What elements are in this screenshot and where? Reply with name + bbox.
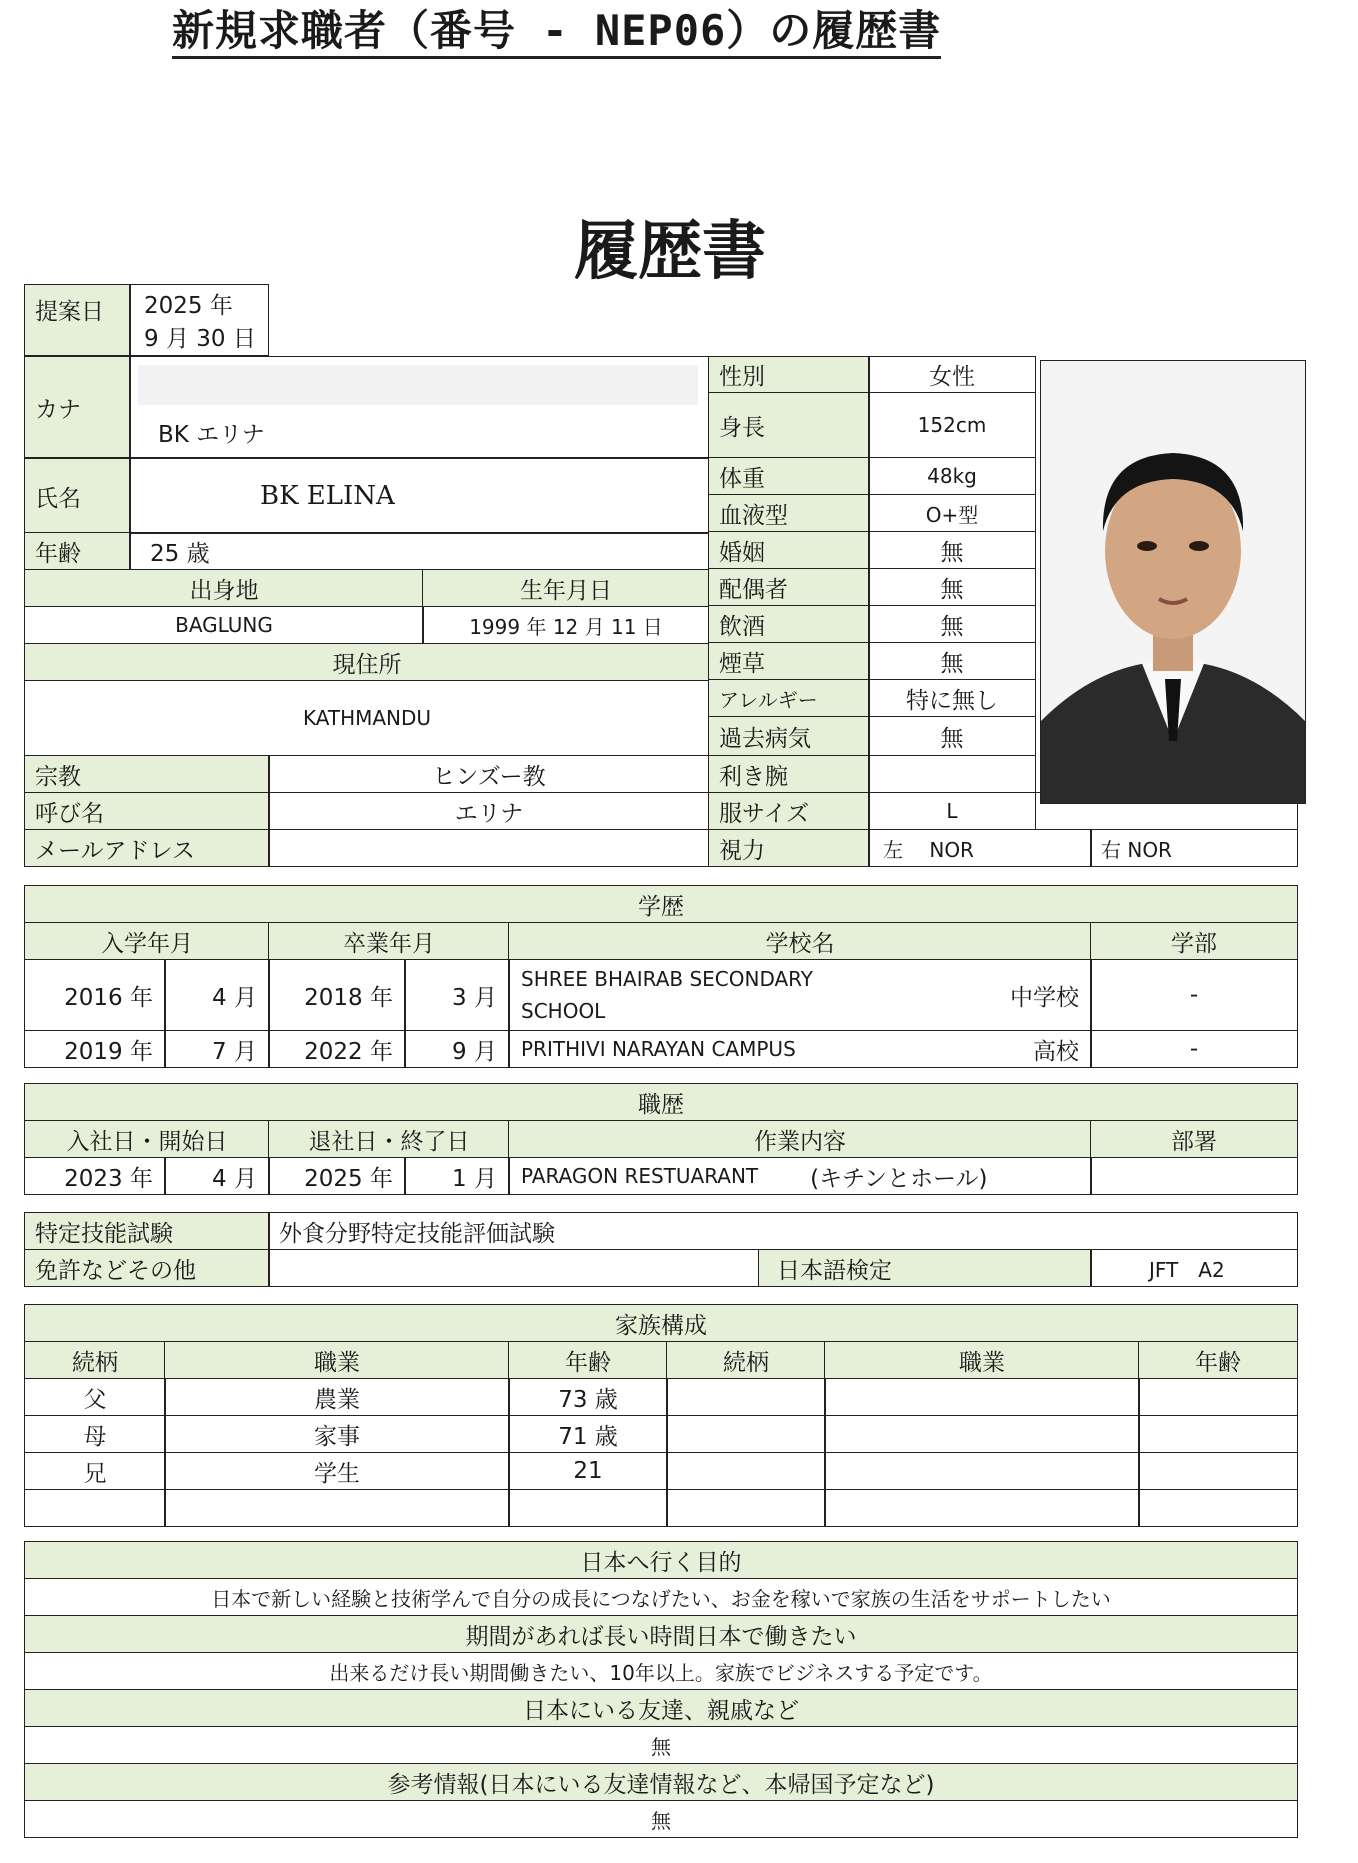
school-name-line1: PRITHIVI NARAYAN CAMPUS: [521, 1037, 796, 1061]
attr-value: 無: [868, 531, 1036, 569]
birthplace-label: 出身地: [24, 569, 424, 607]
attr-value: 女性: [868, 356, 1036, 393]
education-header: 卒業年月: [268, 922, 510, 960]
resume-heading: 履歴書: [574, 214, 766, 289]
applicant-photo: [1040, 360, 1306, 804]
nickname-label: 呼び名: [24, 792, 270, 830]
family-header: 続柄: [24, 1341, 166, 1379]
family-cell: 21: [508, 1452, 668, 1490]
attr-value: 特に無し: [868, 679, 1036, 717]
document-title: 新規求職者（番号 - NEP06）の履歴書: [172, 6, 941, 59]
attr-label: 煙草: [708, 642, 870, 680]
proposal-date-label: 提案日: [24, 284, 131, 356]
attr-label: 服サイズ: [708, 792, 870, 830]
attr-label: 体重: [708, 457, 870, 495]
work-header: 退社日・終了日: [268, 1120, 510, 1158]
attr-value: 無: [868, 605, 1036, 643]
address-label: 現住所: [24, 643, 710, 681]
work-dept: [1090, 1157, 1298, 1195]
religion-value: ヒンズー教: [268, 755, 710, 793]
vision-label: 視力: [708, 829, 870, 867]
jlpt-label: 日本語検定: [758, 1249, 1092, 1287]
family-cell: [164, 1489, 510, 1527]
family-header: 職業: [164, 1341, 510, 1379]
work-title: 職歴: [24, 1083, 1298, 1121]
work-header: 入社日・開始日: [24, 1120, 270, 1158]
attr-value: 152cm: [868, 392, 1036, 458]
family-header: 続柄: [666, 1341, 826, 1379]
purpose-label: 期間があれば長い時間日本で働きたい: [24, 1615, 1298, 1653]
work-end-year: 2025 年: [268, 1157, 406, 1195]
dob-value: 1999 年 12 月 11 日: [422, 606, 710, 644]
purpose-label: 日本へ行く目的: [24, 1541, 1298, 1579]
kana-value: [129, 356, 710, 458]
vision-right: 右 NOR: [1090, 829, 1298, 867]
attr-label: 血液型: [708, 494, 870, 532]
purpose-label: 日本にいる友達、親戚など: [24, 1689, 1298, 1727]
family-cell: [824, 1415, 1140, 1453]
attr-value: 48kg: [868, 457, 1036, 495]
attr-label: 身長: [708, 392, 870, 458]
work-header: 部署: [1090, 1120, 1298, 1158]
nickname-value: エリナ: [268, 792, 710, 830]
edu-start-year: 2016 年: [24, 959, 166, 1031]
family-cell: 父: [24, 1378, 166, 1416]
kana-text: BK エリナ: [158, 422, 265, 448]
skill-test-label: 特定技能試験: [24, 1212, 270, 1250]
edu-end-month: 3 月: [404, 959, 510, 1031]
email-label: メールアドレス: [24, 829, 270, 867]
family-cell: [824, 1452, 1140, 1490]
school-level: 中学校: [1010, 984, 1079, 1011]
work-end-month: 1 月: [404, 1157, 510, 1195]
attr-label: 婚姻: [708, 531, 870, 569]
attr-value: L: [868, 792, 1036, 830]
family-cell: [666, 1489, 826, 1527]
religion-label: 宗教: [24, 755, 270, 793]
attr-label: アレルギー: [708, 679, 870, 717]
dob-label: 生年月日: [422, 569, 710, 607]
work-header: 作業内容: [508, 1120, 1092, 1158]
edu-school: [508, 1030, 1092, 1068]
purpose-value: 出来るだけ長い期間働きたい、10年以上。家族でビジネスする予定です。: [24, 1652, 1298, 1690]
birthplace-value: BAGLUNG: [24, 606, 424, 644]
portrait-illustration: [1041, 361, 1305, 803]
family-cell: [1138, 1452, 1298, 1490]
attr-value: 無: [868, 716, 1036, 756]
license-label: 免許などその他: [24, 1249, 270, 1287]
family-title: 家族構成: [24, 1304, 1298, 1342]
attr-label: 性別: [708, 356, 870, 393]
family-cell: 学生: [164, 1452, 510, 1490]
work-start-year: 2023 年: [24, 1157, 166, 1195]
family-cell: 兄: [24, 1452, 166, 1490]
family-cell: 71 歳: [508, 1415, 668, 1453]
proposal-day: 9 月 30 日: [144, 326, 256, 352]
school-level: 高校: [1033, 1038, 1079, 1065]
vision-left: 左 NOR: [868, 829, 1092, 867]
age-value: 25 歳: [129, 532, 710, 570]
education-title: 学歴: [24, 885, 1298, 923]
edu-end-year: 2018 年: [268, 959, 406, 1031]
proposal-date-value: [129, 284, 269, 356]
school-name-line2: SCHOOL: [521, 999, 606, 1023]
age-label: 年齢: [24, 532, 131, 570]
edu-end-year: 2022 年: [268, 1030, 406, 1068]
family-cell: 農業: [164, 1378, 510, 1416]
attr-label: 飲酒: [708, 605, 870, 643]
address-value: KATHMANDU: [24, 680, 710, 756]
edu-start-month: 7 月: [164, 1030, 270, 1068]
attr-value: [868, 755, 1036, 793]
name-value: BK ELINA: [129, 458, 710, 534]
purpose-value: 無: [24, 1726, 1298, 1764]
purpose-label: 参考情報(日本にいる友達情報など、本帰国予定など): [24, 1763, 1298, 1801]
family-header: 年齢: [1138, 1341, 1298, 1379]
jlpt-value: JFT A2: [1090, 1249, 1298, 1287]
family-cell: [666, 1452, 826, 1490]
attr-value: 無: [868, 568, 1036, 606]
family-cell: [1138, 1415, 1298, 1453]
proposal-year: 2025 年: [144, 293, 233, 319]
redacted-area: [138, 365, 698, 405]
edu-school: [508, 959, 1092, 1031]
edu-start-month: 4 月: [164, 959, 270, 1031]
family-cell: [666, 1378, 826, 1416]
purpose-value: 無: [24, 1800, 1298, 1838]
edu-start-year: 2019 年: [24, 1030, 166, 1068]
attr-label: 利き腕: [708, 755, 870, 793]
family-cell: [824, 1489, 1140, 1527]
family-cell: [1138, 1489, 1298, 1527]
edu-dept: -: [1090, 1030, 1298, 1068]
skill-test-value: 外食分野特定技能評価試験: [268, 1212, 1298, 1250]
education-header: 学校名: [508, 922, 1092, 960]
family-cell: [24, 1489, 166, 1527]
attr-value: O+型: [868, 494, 1036, 532]
edu-dept: -: [1090, 959, 1298, 1031]
family-cell: [1138, 1378, 1298, 1416]
work-start-month: 4 月: [164, 1157, 270, 1195]
license-value: [268, 1249, 760, 1287]
family-cell: 73 歳: [508, 1378, 668, 1416]
family-cell: [666, 1415, 826, 1453]
family-cell: 母: [24, 1415, 166, 1453]
education-header: 入学年月: [24, 922, 270, 960]
family-header: 職業: [824, 1341, 1140, 1379]
attr-value: 無: [868, 642, 1036, 680]
purpose-value: 日本で新しい経験と技術学んで自分の成長につなげたい、お金を稼いで家族の生活をサポートしたい: [24, 1578, 1298, 1616]
family-header: 年齢: [508, 1341, 668, 1379]
name-label: 氏名: [24, 458, 131, 534]
email-value: [268, 829, 710, 867]
family-cell: [824, 1378, 1140, 1416]
work-company: PARAGON RESTUARANT: [521, 1164, 759, 1188]
work-role-note: (キチンとホール): [810, 1165, 988, 1192]
work-content: [508, 1157, 1092, 1195]
school-name-line1: SHREE BHAIRAB SECONDARY: [521, 967, 814, 991]
attr-label: 配偶者: [708, 568, 870, 606]
edu-end-month: 9 月: [404, 1030, 510, 1068]
education-header: 学部: [1090, 922, 1298, 960]
family-cell: 家事: [164, 1415, 510, 1453]
attr-label: 過去病気: [708, 716, 870, 756]
family-cell: [508, 1489, 668, 1527]
kana-label: カナ: [24, 356, 131, 458]
